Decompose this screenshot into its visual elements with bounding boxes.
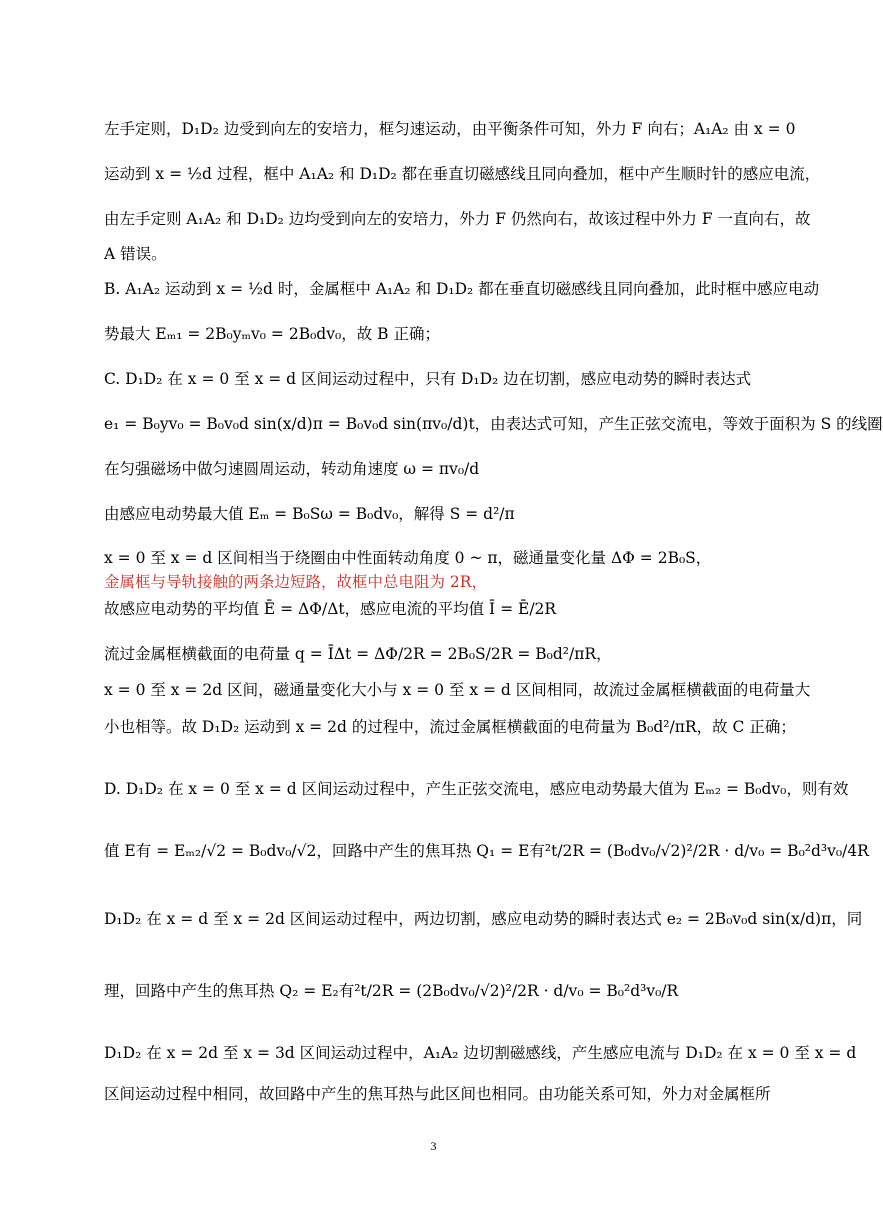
text-line-content: e₁ = B₀yv₀ = B₀v₀d sin(x/d)π = B₀v₀d sin(πv₀/d)t，由表达式可知，产生正弦交流电，等效于面积为 S 的线圈 [104,415,883,433]
text-line [104,571,771,593]
text-line-content: x = 0 至 x = d 区间相当于绕圈由中性面转动角度 0 ~ π，磁通量变化量 ΔΦ = 2B₀S， [104,549,712,567]
text-line-content: 故感应电动势的平均值 Ē = ΔΦ/Δt，感应电流的平均值 Ī = Ē/2R [104,600,557,618]
text-line [104,1042,857,1064]
text-line [104,643,771,665]
text-line [104,243,771,265]
text-line-content: 左手定则，D₁D₂ 边受到向左的安培力，框匀速运动，由平衡条件可知，外力 F 向右；A₁A₂ 由 x = 0 [104,120,796,138]
text-line [104,118,796,140]
text-line [104,323,771,345]
text-line [104,598,771,620]
text-line [104,679,811,701]
text-line [104,278,820,300]
text-line-content: 金属框与导轨接触的两条边短路，故框中总电阻为 2R， [104,573,487,591]
text-line-content: D. D₁D₂ 在 x = 0 至 x = d 区间运动过程中，产生正弦交流电，感应电动势最大值为 Eₘ₂ = B₀dv₀，则有效 [104,780,849,798]
text-line [104,413,883,435]
text-line [104,368,771,390]
text-line-content: 值 E有 = Eₘ₂/√2 = B₀dv₀/√2，回路中产生的焦耳热 Q₁ = E有²t/2R = (B₀dv₀/√2)²/2R · d/v₀ = B₀²d³v₀/4R [104,842,869,860]
text-line-content: x = 0 至 x = 2d 区间，磁通量变化大小与 x = 0 至 x = d 区间相同，故流过金属框横截面的电荷量大 [104,681,811,699]
text-line [104,716,796,738]
text-line-content: C. D₁D₂ 在 x = 0 至 x = d 区间运动过程中，只有 D₁D₂ 边在切割，感应电动势的瞬时表达式 [104,370,752,388]
text-line [104,458,771,480]
text-line-content: 运动到 x = ½d 过程，框中 A₁A₂ 和 D₁D₂ 都在垂直切磁感线且同向叠加，框中产生顺时针的感应电流， [104,165,821,183]
text-line-content: 区间运动过程中相同，故回路中产生的焦耳热与此区间也相同。由功能关系可知，外力对金属框所 [104,1085,771,1103]
text-line [104,778,849,800]
text-line-content: 小也相等。故 D₁D₂ 运动到 x = 2d 的过程中，流过金属框横截面的电荷量为 B₀d²/πR，故 C 正确； [104,718,796,736]
text-line [104,980,771,1002]
text-line-content: 理，回路中产生的焦耳热 Q₂ = E₂有²t/2R = (2B₀dv₀/√2)²/2R · d/v₀ = B₀²d³v₀/R [104,982,679,1000]
text-line-content: B. A₁A₂ 运动到 x = ½d 时，金属框中 A₁A₂ 和 D₁D₂ 都在垂直切磁感线且同向叠加，此时框中感应电动 [104,280,820,298]
page-number: 3 [430,1139,437,1153]
text-line-content: 流过金属框横截面的电荷量 q = ĪΔt = ΔΦ/2R = 2B₀S/2R = B₀d²/πR， [104,645,612,663]
text-line [104,840,869,862]
text-line-content: 势最大 Eₘ₁ = 2B₀yₘv₀ = 2B₀dv₀，故 B 正确； [104,325,440,343]
text-line [104,1083,771,1105]
text-line [104,208,811,230]
text-line-content: 在匀强磁场中做匀速圆周运动，转动角速度 ω = πv₀/d [104,460,480,478]
text-line [104,908,863,930]
text-line-content: D₁D₂ 在 x = 2d 至 x = 3d 区间运动过程中，A₁A₂ 边切割磁感线，产生感应电流与 D₁D₂ 在 x = 0 至 x = d [104,1044,857,1062]
text-line-content: A 错误。 [104,245,167,263]
text-line [104,163,821,185]
text-line-content: D₁D₂ 在 x = d 至 x = 2d 区间运动过程中，两边切割，感应电动势的瞬时表达式 e₂ = 2B₀v₀d sin(x/d)π，同 [104,910,863,928]
text-line-content: 由感应电动势最大值 Eₘ = B₀Sω = B₀dv₀，解得 S = d²/π [104,505,515,523]
text-line-content: 由左手定则 A₁A₂ 和 D₁D₂ 边均受到向左的安培力，外力 F 仍然向右，故该过程中外力 F 一直向右，故 [104,210,811,228]
text-line [104,503,771,525]
text-line [104,547,771,569]
